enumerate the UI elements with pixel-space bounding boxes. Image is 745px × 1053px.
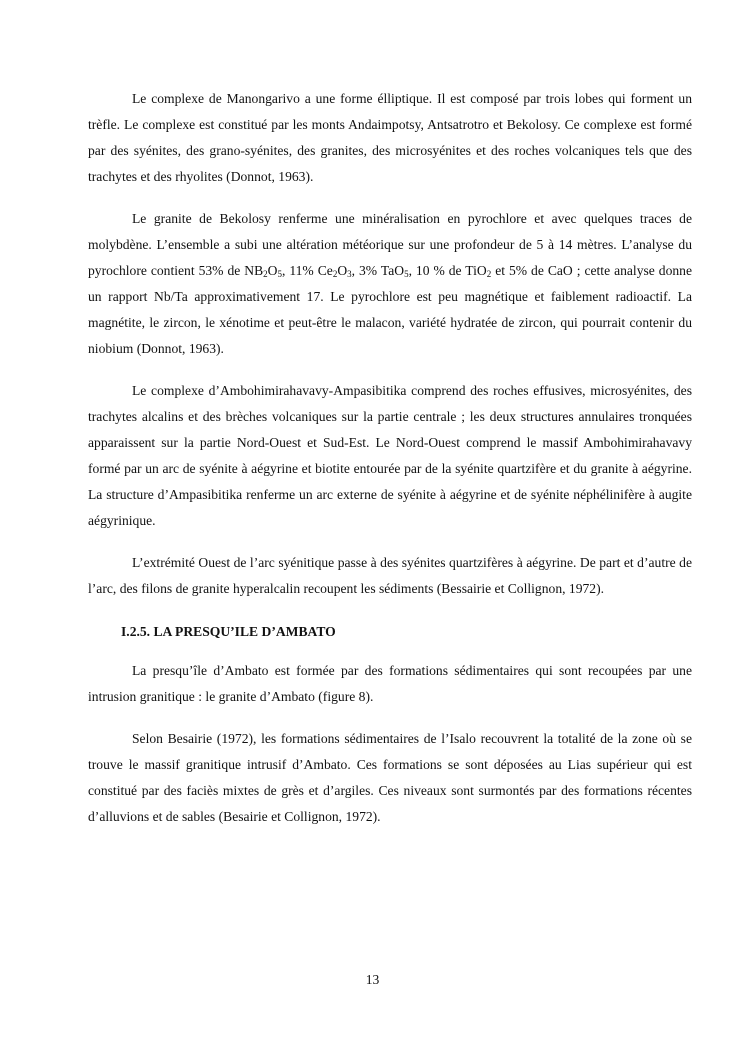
section-heading: I.2.5. LA PRESQU’ILE D’AMBATO	[121, 624, 336, 639]
paragraph-presquile: La presqu’île d’Ambato est formée par des formations sédimentaires qui sont recoupées par une intrusion granitique : le granite d’Ambato (figure 8).	[88, 663, 692, 704]
paragraph-besairie: Selon Besairie (1972), les formations sédimentaires de l’Isalo recouvrent la totalité de la zone où se trouve le massif granitique intrusif d’Ambato. Ces formations se sont déposées au Lias supérieur qui est constitué par des faciès mixtes de grès et d’argiles. Ces niveaux sont surmontés par des formations récentes d’alluvions et de sables (Besairie et Collignon, 1972).	[88, 731, 692, 824]
page-number: 13	[365, 972, 380, 987]
document-page	[88, 86, 692, 844]
paragraph-ambohimirahavavy: Le complexe d’Ambohimirahavavy-Ampasibitika comprend des roches effusives, microsyénites, des trachytes alcalins et des brèches volcaniques sur la partie centrale ; les deux structures annulaires tronquées apparaissent sur la partie Nord-Ouest et Sud-Est. Le Nord-Ouest comprend le massif Ambohimirahavavy formé par un arc de syénite à aégyrine et biotite entourée par de la syénite quartzifère et du granite à aégyrine. La structure d’Ampasibitika renferme un arc externe de syénite à aégyrine et de syénite néphélinifère à augite aégyrinique.	[88, 383, 692, 528]
paragraph-bekolosy: Le granite de Bekolosy renferme une minéralisation en pyrochlore et avec quelques traces de molybdène. L’ensemble a subi une altération météorique sur une profondeur de 5 à 14 mètres. L’analyse du pyrochlore contient 53% de $NB_2O_5$, 11% $Ce_2O_3$, 3% TaO$_5$, 10 % de TiO$_2$ et 5% de CaO ; cette analyse donne un rapport Nb/Ta approximativement 17. Le pyrochlore est peu magnétique et faiblement radioactif. La magnétite, le zircon, le xénotime et peut-être le malacon, variété hydratée de zircon, qui pourrait contenir du niobium (Donnot, 1963).	[88, 211, 693, 356]
paragraph-extremite-ouest: L’extrémité Ouest de l’arc syénitique passe à des syénites quartzifères à aégyrine. De part et d’autre de l’arc, des filons de granite hyperalcalin recoupent les sédiments (Bessairie et Collignon, 1972).	[88, 555, 692, 596]
paragraph-manongarivo: Le complexe de Manongarivo a une forme élliptique. Il est composé par trois lobes qui forment un trèfle. Le complexe est constitué par les monts Andaimpotsy, Antsatrotro et Bekolosy. Ce complexe est formé par des syénites, des grano-syénites, des granites, des microsyénites et des roches volcaniques tels que des trachytes et des rhyolites (Donnot, 1963).	[88, 91, 692, 184]
